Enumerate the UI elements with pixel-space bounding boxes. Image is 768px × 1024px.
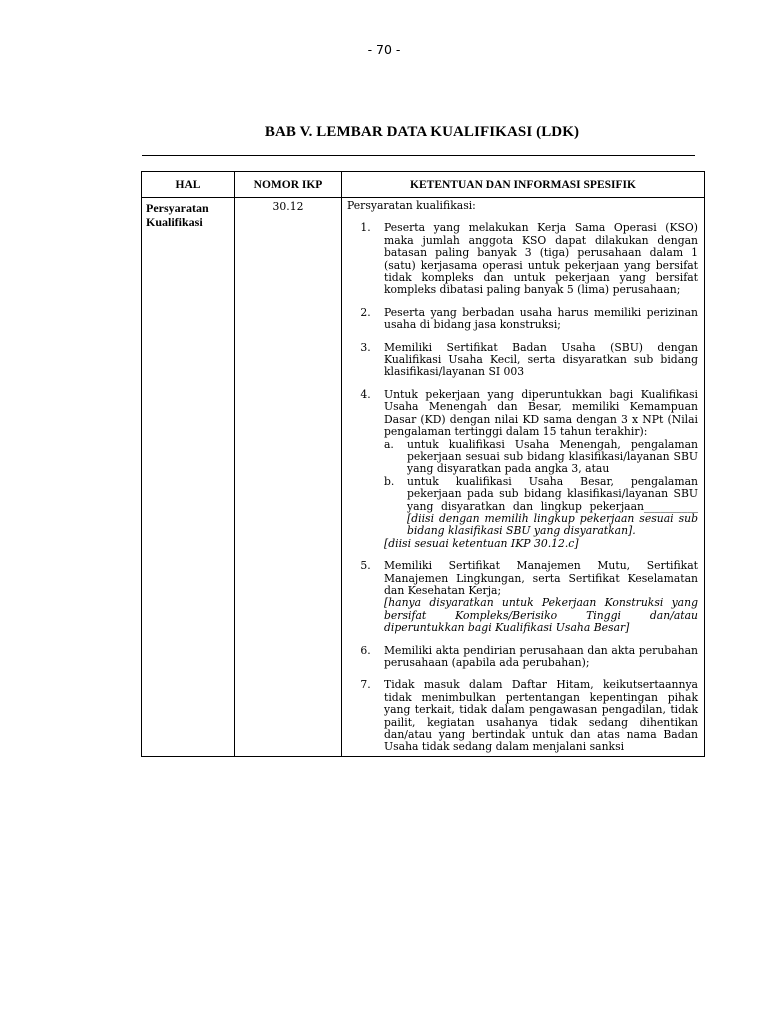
item-body [384,560,698,634]
title-underline [142,155,695,156]
requirements-intro: Persyaratan kualifikasi: [347,199,476,212]
cell-nomor-ikp: 30.12 [235,198,342,757]
list-item [347,560,698,634]
cell-hal: Persyaratan Kualifikasi [142,198,235,757]
sub-list [384,439,698,538]
sub-list-item [384,476,698,538]
item-text: Tidak masuk dalam Daftar Hitam, keikutsertaannya tidak menimbulkan pertentangan kepentingan pihak yang terkait, tidak dalam pengawasan pengadilan, tidak pailit, kegiatan usahanya tidak sedang dihentikan dan/atau yang bertindak untuk dan atas nama Badan Usaha tidak sedang dalam menjalani sanksi [384,678,698,754]
sub-item-body [407,476,698,538]
list-item [347,222,698,296]
list-item [347,307,698,332]
item-number: 4. [360,387,371,401]
item-number: 7. [360,678,371,692]
sub-item-letter: b. [384,474,395,488]
list-item [347,389,698,550]
document-title: BAB V. LEMBAR DATA KUALIFIKASI (LDK) [264,124,580,140]
header-hal: HAL [142,172,235,198]
item-body [384,389,698,550]
header-nomor-ikp: NOMOR IKP [235,172,342,198]
item-text: Peserta yang melakukan Kerja Sama Operasi (KSO) maka jumlah anggota KSO dapat dilakukan dengan batasan paling banyak 3 (tiga) perusahaan dalam 1 (satu) kerjasama operasi untuk pekerjaan yang bersifat tidak kompleks dan untuk pekerjaan yang bersifat kompleks dibatasi paling banyak 5 (lima) perusahaan; [384,221,698,297]
item-number: 5. [360,559,371,573]
table-row [142,198,705,757]
item-text: Memiliki Sertifikat Manajemen Mutu, Sertifikat Manajemen Lingkungan, serta Sertifikat Keselamatan dan Kesehatan Kerja; [384,559,698,597]
item-text: Peserta yang berbadan usaha harus memiliki perizinan usaha di bidang jasa konstruksi; [384,305,698,332]
list-item [347,645,698,670]
item-text: Memiliki Sertifikat Badan Usaha (SBU) dengan Kualifikasi Usaha Kecil, serta disyaratkan sub bidang klasifikasi/layanan SI 003 [384,340,698,379]
sub-item-letter: a. [384,437,394,451]
list-item [347,342,698,379]
sub-item-note: [diisi dengan memilih lingkup pekerjaan sesuai sub bidang klasifikasi SBU yang disyaratkan]. [407,511,698,538]
qualification-data-table [141,171,705,757]
item-text: Untuk pekerjaan yang diperuntukkan bagi Kualifikasi Usaha Menengah dan Besar, memiliki Kemampuan Dasar (KD) dengan nilai KD sama dengan 3 x NPt (Nilai pengalaman tertinggi dalam 15 tahun terakhir): [384,387,698,439]
item-number: 6. [360,643,371,657]
sub-item-text: untuk kualifikasi Usaha Besar, pengalaman pekerjaan pada sub bidang klasifikasi/layanan SBU yang disyaratkan dan lingkup pekerjaan__________ [407,474,698,513]
header-ketentuan: KETENTUAN DAN INFORMASI SPESIFIK [342,172,705,198]
item-number: 1. [360,221,371,235]
item-number: 3. [360,340,371,354]
page-number: - 70 - [367,42,401,57]
table-header-row [142,172,705,198]
item-text: Memiliki akta pendirian perusahaan dan akta perubahan perusahaan (apabila ada perubahan); [384,643,698,669]
sub-item-text: untuk kualifikasi Usaha Menengah, pengalaman pekerjaan sesuai sub bidang klasifikasi/layanan SBU yang disyaratkan pada angka 3, atau [407,437,698,476]
item-note: [hanya disyaratkan untuk Pekerjaan Konstruksi yang bersifat Kompleks/Berisiko Tinggi dan/atau diperuntukkan bagi Kualifikasi Usaha Besar] [384,596,698,635]
list-item [347,679,698,753]
requirements-list [347,222,698,753]
cell-ketentuan [342,198,705,757]
sub-list-item [384,439,698,476]
item-note: [diisi sesuai ketentuan IKP 30.12.c] [384,536,579,550]
item-number: 2. [360,305,371,319]
